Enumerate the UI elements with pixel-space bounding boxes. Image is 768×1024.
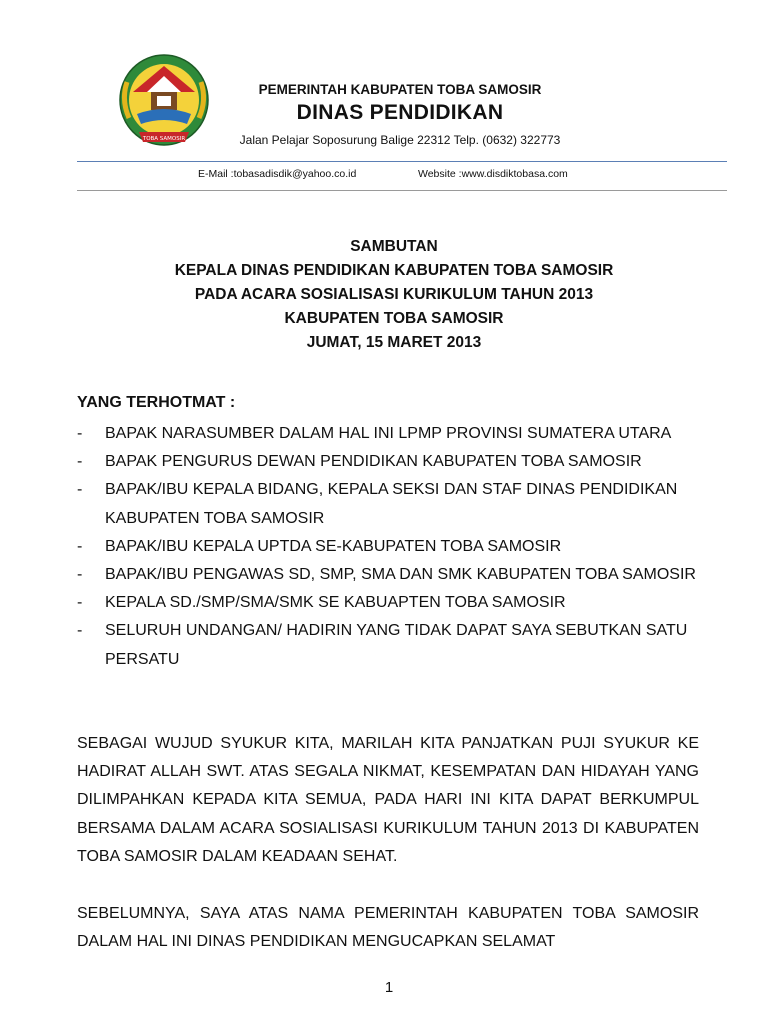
speech-title <box>77 235 711 355</box>
body-paragraph-1: SEBAGAI WUJUD SYUKUR KITA, MARILAH KITA PANJATKAN PUJI SYUKUR KE HADIRAT ALLAH SWT. ATAS SEGALA NIKMAT, KESEMPATAN DAN HIDAYAH YANG DILIMPAHKAN KEPADA KITA SEMUA, PADA HARI INI KITA DAPAT BERKUMPUL BERSAMA DALAM ACARA SOSIALISASI KURIKULUM TAHUN 2013 DI KABUPATEN TOBA SAMOSIR DALAM KEADAAN SEHAT. <box>77 735 699 865</box>
list-item <box>77 420 717 448</box>
letterhead-rule-blue <box>77 161 727 162</box>
list-dash: - <box>77 622 83 640</box>
list-item-text: BAPAK/IBU KEPALA BIDANG, KEPALA SEKSI DAN STAF DINAS PENDIDIKAN KABUPATEN TOBA SAMOSIR <box>105 481 678 527</box>
list-item <box>77 476 717 532</box>
list-dash: - <box>77 537 83 555</box>
letterhead-rule-grey <box>77 190 727 191</box>
recipient-list <box>77 420 717 674</box>
title-line-4: KABUPATEN TOBA SAMOSIR <box>284 310 504 327</box>
title-line-5: JUMAT, 15 MARET 2013 <box>306 334 482 351</box>
list-dash: - <box>77 481 83 499</box>
letterhead-department: DINAS PENDIDIKAN <box>296 101 504 124</box>
salutation-heading: YANG TERHOTMAT : <box>77 394 236 411</box>
list-item <box>77 561 717 589</box>
list-item-text: BAPAK/IBU KEPALA UPTDA SE-KABUPATEN TOBA SAMOSIR <box>105 537 562 555</box>
list-item <box>77 589 717 617</box>
letterhead-website: Website :www.disdiktobasa.com <box>418 168 568 180</box>
title-line-2: KEPALA DINAS PENDIDIKAN KABUPATEN TOBA SAMOSIR <box>174 262 614 279</box>
list-item-text: KEPALA SD./SMP/SMA/SMK SE KABUAPTEN TOBA SAMOSIR <box>105 594 566 612</box>
letterhead-email: E-Mail :tobasadisdik@yahoo.co.id <box>198 168 357 180</box>
list-item-text: BAPAK/IBU PENGAWAS SD, SMP, SMA DAN SMK KABUPATEN TOBA SAMOSIR <box>105 566 696 584</box>
emblem-text: TOBA SAMOSIR <box>142 136 186 142</box>
list-dash: - <box>77 594 83 612</box>
list-item <box>77 448 717 476</box>
page-number: 1 <box>384 979 394 996</box>
letterhead-government: PEMERINTAH KABUPATEN TOBA SAMOSIR <box>258 82 542 97</box>
list-item <box>77 533 717 561</box>
letterhead-address: Jalan Pelajar Soposurung Balige 22312 Telp. (0632) 322773 <box>239 133 561 147</box>
list-item-text: BAPAK PENGURUS DEWAN PENDIDIKAN KABUPATEN TOBA SAMOSIR <box>105 453 642 471</box>
list-item <box>77 617 717 673</box>
body-paragraph-2: SEBELUMNYA, SAYA ATAS NAMA PEMERINTAH KABUPATEN TOBA SAMOSIR DALAM HAL INI DINAS PENDIDIKAN MENGUCAPKAN SELAMAT <box>77 905 699 951</box>
list-item-text: SELURUH UNDANGAN/ HADIRIN YANG TIDAK DAPAT SAYA SEBUTKAN SATU PERSATU <box>105 622 688 668</box>
list-dash: - <box>77 453 83 471</box>
list-dash: - <box>77 566 83 584</box>
list-item-text: BAPAK NARASUMBER DALAM HAL INI LPMP PROVINSI SUMATERA UTARA <box>105 425 672 442</box>
toba-samosir-emblem <box>117 52 211 152</box>
title-line-1: SAMBUTAN <box>350 238 438 255</box>
title-line-3: PADA ACARA SOSIALISASI KURIKULUM TAHUN 2013 <box>194 286 594 303</box>
list-dash: - <box>77 425 83 442</box>
